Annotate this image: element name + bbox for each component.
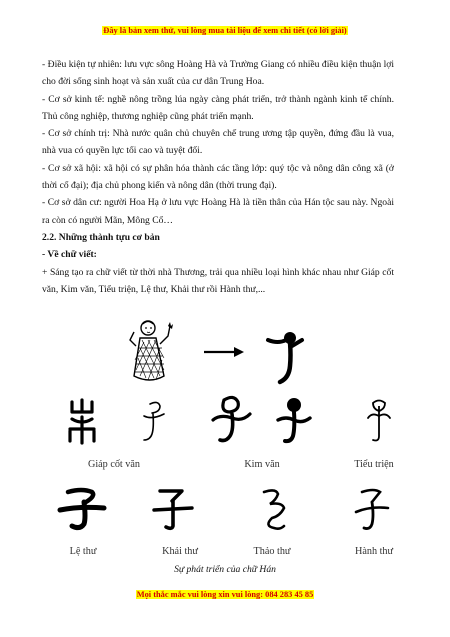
- bronze-glyph-solid: [274, 396, 314, 444]
- label-kim-van: Kim văn: [244, 459, 280, 470]
- document-body: [42, 56, 394, 298]
- figure-caption: Sự phát triển của chữ Hán: [174, 564, 276, 575]
- small-seal-glyph: [364, 398, 394, 444]
- label-tieu-trien: Tiểu triện: [354, 459, 394, 470]
- section-heading: 2.2. Những thành tựu cơ bản: [42, 231, 160, 243]
- contact-banner: [0, 590, 450, 599]
- writing-subheading: - Về chữ viết:: [42, 249, 97, 261]
- label-le-thu: Lệ thư: [69, 546, 97, 557]
- clerical-script-glyph: [56, 486, 108, 534]
- arrow-right-icon: [204, 346, 244, 358]
- paragraph-economic-basis: - Cơ sở kinh tế: nghề nông trồng lúa ngày càng phát triển, trở thành ngành kinh tế chính. Thủ công nghiệp, thương nghiệp cũng phát triển mạnh.: [42, 93, 394, 122]
- writing-intro-paragraph: + Sáng tạo ra chữ viết từ thời nhà Thương, trải qua nhiều loại hình khác nhau như Giáp cốt văn, Kim văn, Tiểu triện, Lệ thư, Khải thư rồi Hành thư,...: [42, 266, 394, 295]
- semi-cursive-glyph: [352, 486, 392, 534]
- label-hanh-thu: Hành thư: [354, 546, 394, 557]
- paragraph-social-basis: - Cơ sở xã hội: xã hội có sự phân hóa thành các tầng lớp: quý tộc và nông dân công xã (ở thời cổ đại); địa chủ phong kiến và nông dân (thời trung đại).: [42, 162, 394, 192]
- cursive-script-glyph: [252, 486, 292, 534]
- paragraph-political-basis: - Cơ sở chính trị: Nhà nước quân chủ chuyên chế trung ương tập quyền, đứng đầu là vua, nhà vua có quyền lực tối cao và tuyệt đối.: [42, 128, 394, 157]
- label-thao-thu: Thảo thư: [253, 546, 291, 557]
- paragraph-population-basis: - Cơ sở dân cư: người Hoa Hạ ở lưu vực Hoàng Hà là tiền thân của Hán tộc sau này. Ngoài ra còn có người Mãn, Mông Cổ…: [42, 197, 394, 226]
- oracle-glyph-thin: [138, 398, 168, 444]
- preview-notice-banner: [0, 26, 450, 35]
- oracle-glyph-complex: [66, 399, 98, 445]
- preview-notice-text: Đây là bản xem thử, vui lòng mua tài liệu để xem chi tiết (có lời giải): [103, 26, 347, 35]
- oracle-bone-glyph-large: [260, 326, 310, 386]
- regular-script-glyph: [150, 486, 196, 534]
- child-drawing-illustration: [126, 318, 176, 388]
- bronze-glyph-outline: [210, 396, 254, 444]
- label-giap-cot-van: Giáp cốt văn: [87, 459, 141, 470]
- label-khai-thu: Khải thư: [162, 546, 198, 557]
- contact-text: Mọi thắc mắc vui lòng xin vui lòng: 084 283 45 85: [136, 590, 314, 599]
- paragraph-natural-conditions: - Điều kiện tự nhiên: lưu vực sông Hoàng Hà và Trường Giang có nhiều điều kiện thuận lợi cho đời sống sinh hoạt và sản xuất của cư dân Trung Hoa.: [42, 59, 394, 88]
